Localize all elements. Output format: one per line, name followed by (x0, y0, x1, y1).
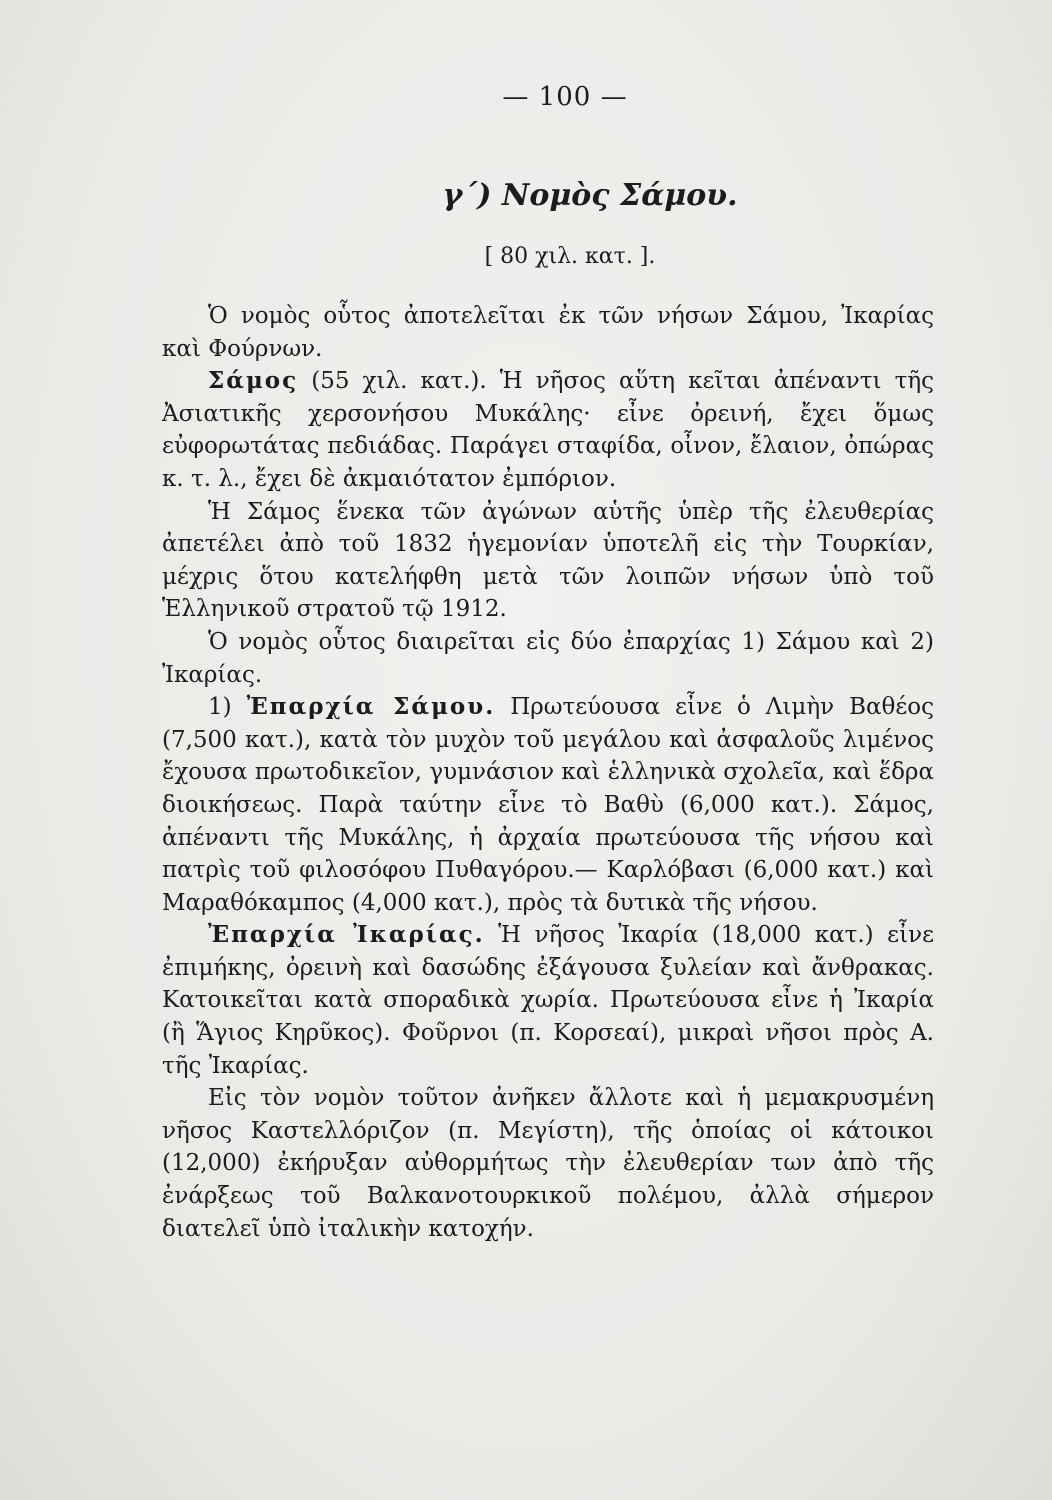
paragraph-division: Ὁ νομὸς οὗτος διαιρεῖται εἰς δύο ἐπαρχίας 1) Σάμου καὶ 2) Ἰκαρίας. (162, 628, 934, 688)
paragraph-history: Ἡ Σάμος ἕνεκα τῶν ἀγώνων αὑτῆς ὑπὲρ τῆς ἐλευθερίας ἀπετέλει ἀπὸ τοῦ 1832 ἡγεμονίαν ὑποτελῆ εἰς τὴν Τουρκίαν, μέχρις ὅτου κατελήφθη μετὰ τῶν λοιπῶν νήσων ὑπὸ τοῦ Ἑλληνικοῦ στρατοῦ τῷ 1912. (162, 498, 934, 623)
paragraph-province-samos-text: Πρωτεύουσα εἶνε ὁ Λιμὴν Βαθέος (7,500 κατ.), κατὰ τὸν μυχὸν τοῦ μεγάλου καὶ ἀσφαλοῦς λιμένος ἔχουσα πρωτοδικεῖον, γυμνάσιον καὶ ἑλληνικὰ σχολεῖα, καὶ ἕδρα διοικήσεως. Παρὰ ταύτην εἶνε τὸ Βαθὺ (6,000 κατ.). Σάμος, ἀπέναντι τῆς Μυκάλης, ἡ ἀρχαία πρωτεύουσα τῆς νήσου καὶ πατρὶς τοῦ φιλοσόφου Πυθαγόρου.— Καρλόβασι (6,000 κατ.) καὶ Μαραθόκαμπος (4,000 κατ.), πρὸς τὰ δυτικὰ τῆς νήσου. (162, 694, 935, 916)
paragraph-province-ikaria-text: Ἡ νῆσος Ἰκαρία (18,000 κατ.) εἶνε ἐπιμήκης, ὀρεινὴ καὶ δασώδης ἐξάγουσα ξυλείαν καὶ ἄνθρακας. Κατοικεῖται κατὰ σποραδικὰ χωρία. Πρωτεύουσα εἶνε ἡ Ἰκαρία (ἢ Ἅγιος Κηρῦκος). Φοῦρνοι (π. Κορσεαί), μικραὶ νῆσοι πρὸς Α. τῆς Ἰκαρίας. (162, 922, 934, 1079)
paragraph-province-samos (162, 691, 934, 919)
page-number: — 100 — (502, 82, 628, 112)
paragraph-samos (162, 365, 934, 495)
section-heading: γ΄) Νομὸς Σάμου. (442, 178, 738, 213)
paragraph-intro: Ὁ νομὸς οὗτος ἀποτελεῖται ἐκ τῶν νήσων Σάμου, Ἰκαρίας καὶ Φούρνων. (162, 303, 934, 362)
term-province-samos: Ἐπαρχία Σάμου. (246, 693, 496, 721)
paragraph-samos-text: (55 χιλ. κατ.). Ἡ νῆσος αὕτη κεῖται ἀπέναντι τῆς Ἀσιατικῆς χερσονήσου Μυκάλης· εἶνε ὀρεινή, ἔχει ὅμως εὐφορωτάτας πεδιάδας. Παράγει σταφίδα, οἶνον, ἔλαιον, ὀπώρας κ. τ. λ., ἔχει δὲ ἀκμαιότατον ἐμπόριον. (162, 368, 934, 492)
section-area-note: [ 80 χιλ. κατ. ]. (484, 244, 656, 269)
paragraph-province-ikaria (162, 919, 934, 1082)
body-text (162, 300, 934, 1245)
paragraph-kastellorizo: Εἰς τὸν νομὸν τοῦτον ἀνῆκεν ἄλλοτε καὶ ἡ μεμακρυσμένη νῆσος Καστελλόριζον (π. Μεγίστη), τῆς ὁποίας οἱ κάτοικοι (12,000) ἐκήρυξαν αὐθορμήτως τὴν ἐλευθερίαν των ἀπὸ τῆς ἐνάρξεως τοῦ Βαλκανοτουρκικοῦ πολέμου, ἀλλὰ σήμερον διατελεῖ ὑπὸ ἰταλικὴν κατοχήν. (162, 1085, 934, 1242)
term-province-ikaria: Ἐπαρχία Ἰκαρίας. (208, 921, 485, 949)
term-samos: Σάμος (208, 367, 299, 395)
province-number: 1) (208, 694, 247, 721)
